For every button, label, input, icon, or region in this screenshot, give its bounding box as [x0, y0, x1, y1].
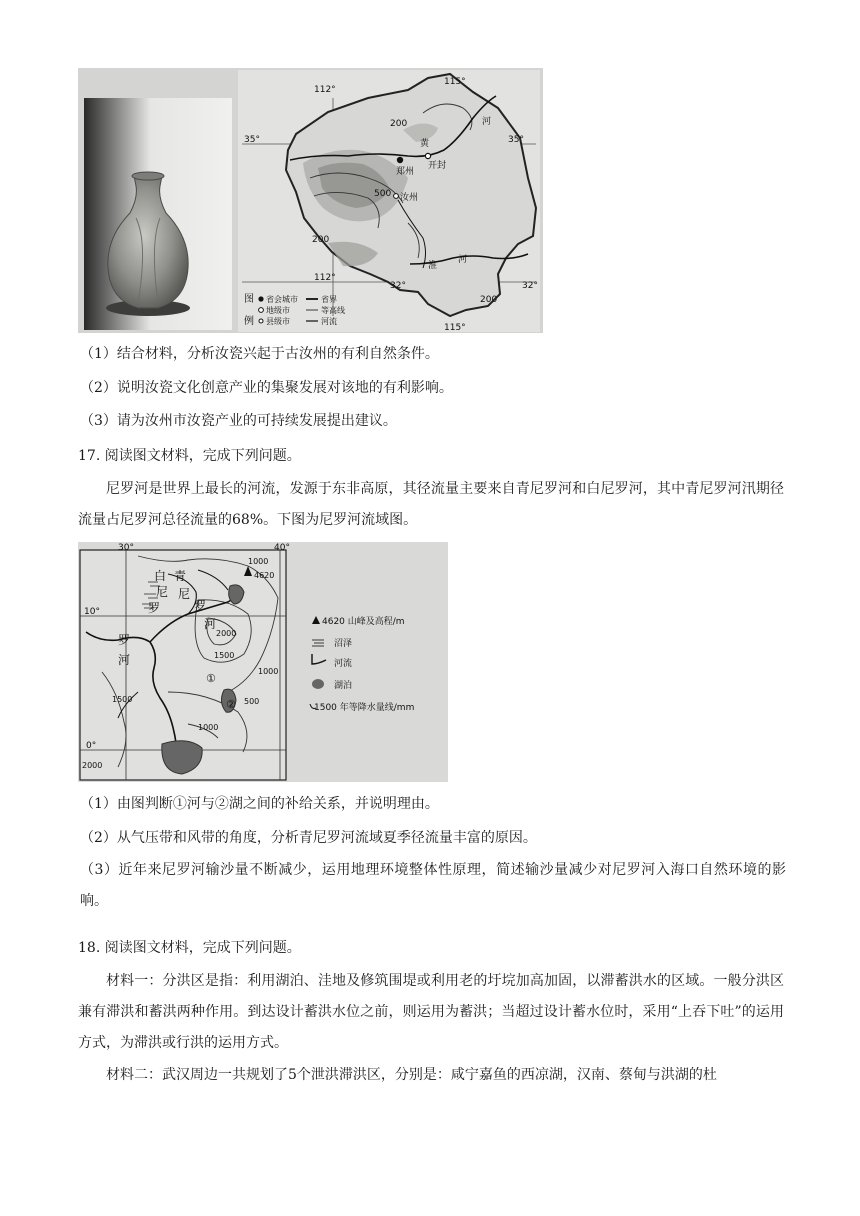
svg-text:1500 年等降水量线/mm: 1500 年等降水量线/mm — [314, 703, 415, 713]
svg-text:地级市: 地级市 — [266, 306, 290, 315]
svg-text:4620 山峰及高程/m: 4620 山峰及高程/m — [322, 617, 405, 627]
question-18-heading: 18. 阅读图文材料，完成下列问题。 — [78, 940, 301, 956]
river-name: 河 — [118, 653, 131, 667]
svg-text:河流: 河流 — [321, 317, 337, 326]
question-17-1: （1）由图判断①河与②湖之间的补给关系，并说明理由。 — [80, 796, 439, 812]
lat-label: 35° — [508, 135, 524, 145]
svg-text:省界: 省界 — [321, 295, 337, 304]
river-name: 罗 — [148, 601, 161, 615]
zhengzhou-city-icon — [397, 157, 403, 163]
nile-map-svg — [78, 542, 448, 782]
river-name: 罗 — [118, 633, 131, 647]
lat-label: 32° — [390, 281, 406, 291]
river-label: 淮 — [428, 261, 438, 271]
figure-henan-map — [78, 68, 543, 333]
question-18-material-1: 材料一：分洪区是指：利用湖泊、洼地及修筑围堤或利用老的圩垸加高加固，以滞蓄洪水的区域。一般分洪区兼有滞洪和蓄洪两种作用。到达设计蓄洪水位之前，则运用为蓄洪；当超过设计蓄水位时，采用“上吞下吐”的运用方式，为滞洪或行洪的运用方式。 — [78, 973, 784, 1051]
question-16-2: （2）说明汝瓷文化创意产业的集聚发展对该地的有利影响。 — [80, 380, 453, 396]
lon-label: 112° — [314, 85, 336, 95]
isohyet-label: 1500 — [112, 695, 133, 704]
question-17-3: （3）近年来尼罗河输沙量不断减少，运用地理环境整体性原理，简述输沙量减少对尼罗河入海口自然环境的影响。 — [80, 862, 786, 909]
lon-label: 115° — [444, 77, 466, 87]
question-17-2: （2）从气压带和风带的角度，分析青尼罗河流域夏季径流量丰富的原因。 — [80, 830, 537, 846]
question-16-1: （1）结合材料，分析汝瓷兴起于古汝州的有利自然条件。 — [80, 346, 439, 362]
river-label: 河 — [458, 255, 468, 265]
svg-text:图: 图 — [244, 294, 254, 305]
ruzhou-city-icon — [394, 194, 399, 199]
svg-text:河流: 河流 — [334, 659, 353, 669]
isohyet-label: 2000 — [82, 761, 103, 770]
river-name: 白 — [154, 569, 167, 583]
peak-label: 4620 — [254, 571, 275, 580]
river-name: 河 — [204, 617, 217, 631]
svg-text:湖泊: 湖泊 — [334, 681, 353, 691]
figure-nile-basin-map — [78, 542, 448, 782]
river-name: 尼 — [178, 587, 191, 601]
question-17-material: 尼罗河是世界上最长的河流，发源于东非高原，其径流量主要来自青尼罗河和白尼罗河，其中青尼罗河汛期径流量占尼罗河总径流量的68%。下图为尼罗河流域图。 — [78, 481, 784, 528]
question-18-material-2: 材料二：武汉周边一共规划了5个泄洪滞洪区，分别是：咸宁嘉鱼的西凉湖，汉南、蔡甸与洪湖的杜 — [106, 1067, 717, 1083]
lat-label: 35° — [244, 135, 260, 145]
contour-label: 200 — [312, 235, 330, 245]
question-17-heading: 17. 阅读图文材料，完成下列问题。 — [78, 448, 301, 464]
isohyet-label: 1500 — [214, 651, 235, 660]
river-label: 黄 — [420, 139, 430, 149]
city-label: 开封 — [428, 161, 447, 171]
river-label: 河 — [482, 117, 492, 127]
lat-label: 10° — [84, 607, 100, 617]
marker-2: ② — [226, 698, 236, 711]
contour-label: 200 — [390, 119, 408, 129]
contour-label: 500 — [374, 189, 392, 199]
marker-1: ① — [206, 672, 216, 685]
city-label: 郑州 — [396, 167, 415, 177]
isohyet-label: 500 — [244, 697, 260, 706]
isohyet-label: 1000 — [198, 723, 219, 732]
henan-map-svg — [78, 68, 543, 333]
kaifeng-city-icon — [425, 153, 430, 158]
isohyet-label: 1000 — [248, 557, 269, 566]
svg-text:沼泽: 沼泽 — [334, 639, 353, 649]
lon-label: 112° — [314, 273, 336, 283]
svg-text:例: 例 — [244, 316, 254, 327]
river-name: 青 — [174, 569, 187, 583]
river-name: 罗 — [194, 599, 207, 613]
svg-text:省会城市: 省会城市 — [266, 295, 298, 304]
contour-label: 200 — [480, 295, 498, 305]
isohyet-label: 2000 — [216, 629, 237, 638]
lon-label: 115° — [444, 323, 466, 333]
isohyet-label: 1000 — [258, 667, 279, 676]
svg-text:县级市: 县级市 — [266, 317, 290, 326]
lon-label: 40° — [274, 543, 290, 553]
svg-text:等高线: 等高线 — [321, 306, 345, 315]
river-name: 尼 — [156, 585, 169, 599]
lon-label: 30° — [118, 543, 134, 553]
city-label: 汝州 — [400, 193, 419, 203]
lat-label: 0° — [86, 741, 97, 751]
nile-legend — [310, 615, 414, 713]
question-16-3: （3）请为汝州市汝瓷产业的可持续发展提出建议。 — [80, 413, 397, 429]
lat-label: 32° — [522, 281, 538, 291]
